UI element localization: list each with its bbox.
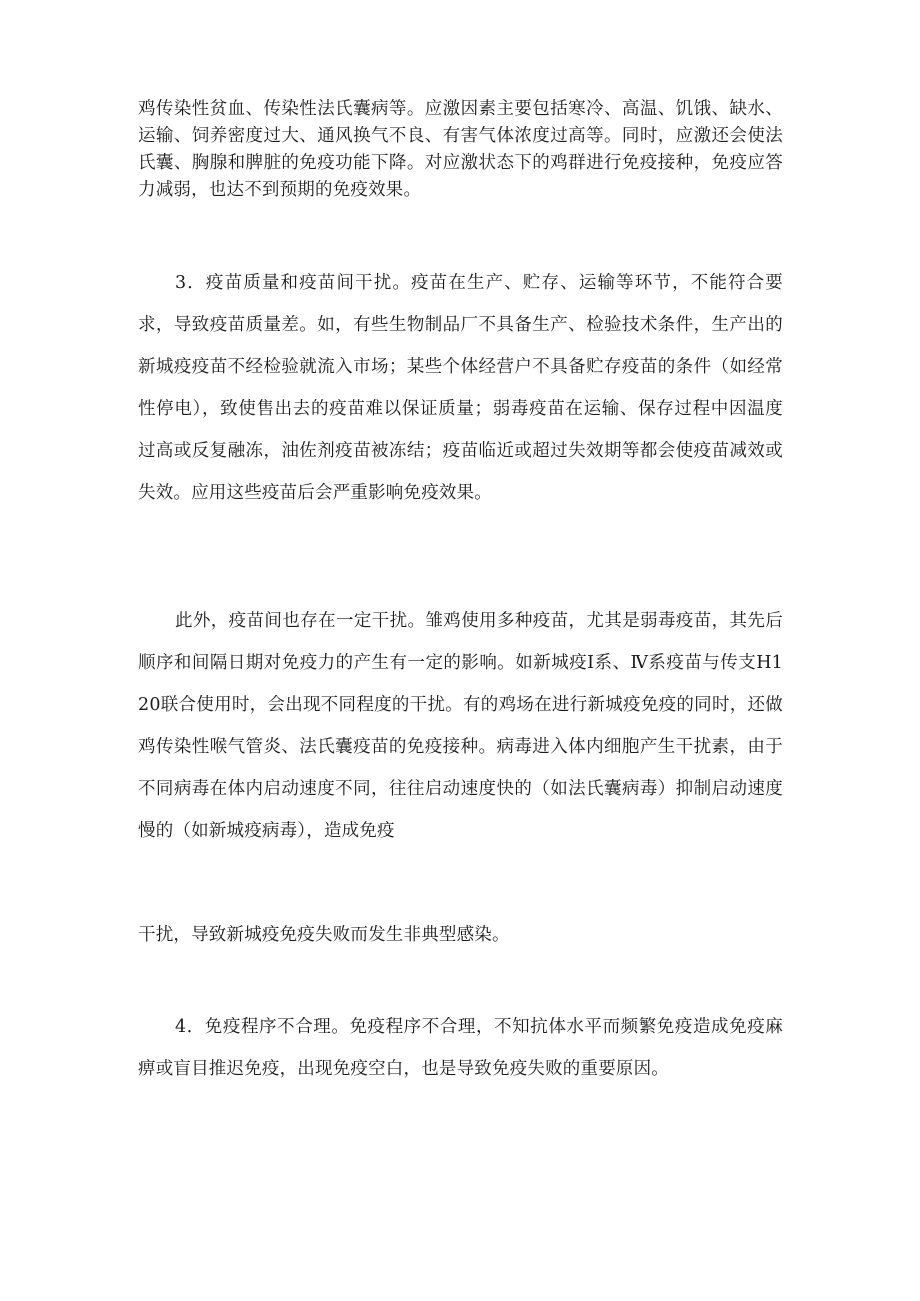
paragraph-immunization-schedule: 4．免疫程序不合理。免疫程序不合理，不知抗体水平而频繁免疫造成免疫麻痹或盲目推迟免疫，出现免疫空白，也是导致免疫失败的重要原因。 [138, 1017, 783, 1079]
paragraph-vaccine-interference: 此外，疫苗间也存在一定干扰。雏鸡使用多种疫苗，尤其是弱毒疫苗，其先后顺序和间隔日期对免疫力的产生有一定的影响。如新城疫I系、Ⅳ系疫苗与传支H120联合使用时，会出现不同程度的干扰。有的鸡场在进行新城疫免疫的同时，还做鸡传染性喉气管炎、法氏囊疫苗的免疫接种。病毒进入体内细胞产生干扰素，由于不同病毒在体内启动速度不同，往往启动速度快的（如法氏囊病毒）抑制启动速度慢的（如新城疫病毒），造成免疫 [138, 611, 783, 841]
paragraph-stress-factors: 鸡传染性贫血、传染性法氏囊病等。应激因素主要包括寒冷、高温、饥饿、缺水、运输、饲养密度过大、通风换气不良、有害气体浓度过高等。同时，应激还会使法氏囊、胸腺和脾脏的免疫功能下降。对应激状态下的鸡群进行免疫接种，免疫应答力减弱，也达不到预期的免疫效果。 [138, 99, 783, 200]
paragraph-vaccine-quality: 3．疫苗质量和疫苗间干扰。疫苗在生产、贮存、运输等环节，不能符合要求，导致疫苗质量差。如，有些生物制品厂不具备生产、检验技术条件，生产出的新城疫疫苗不经检验就流入市场；某些个体经营户不具备贮存疫苗的条件（如经常性停电），致使售出去的疫苗难以保证质量；弱毒疫苗在运输、保存过程中因温度过高或反复融冻，油佐剂疫苗被冻结；疫苗临近或超过失效期等都会使疫苗减效或失效。应用这些疫苗后会严重影响免疫效果。 [138, 273, 783, 503]
paragraph-interference-continuation: 干扰，导致新城疫免疫失败而发生非典型感染。 [138, 925, 510, 945]
